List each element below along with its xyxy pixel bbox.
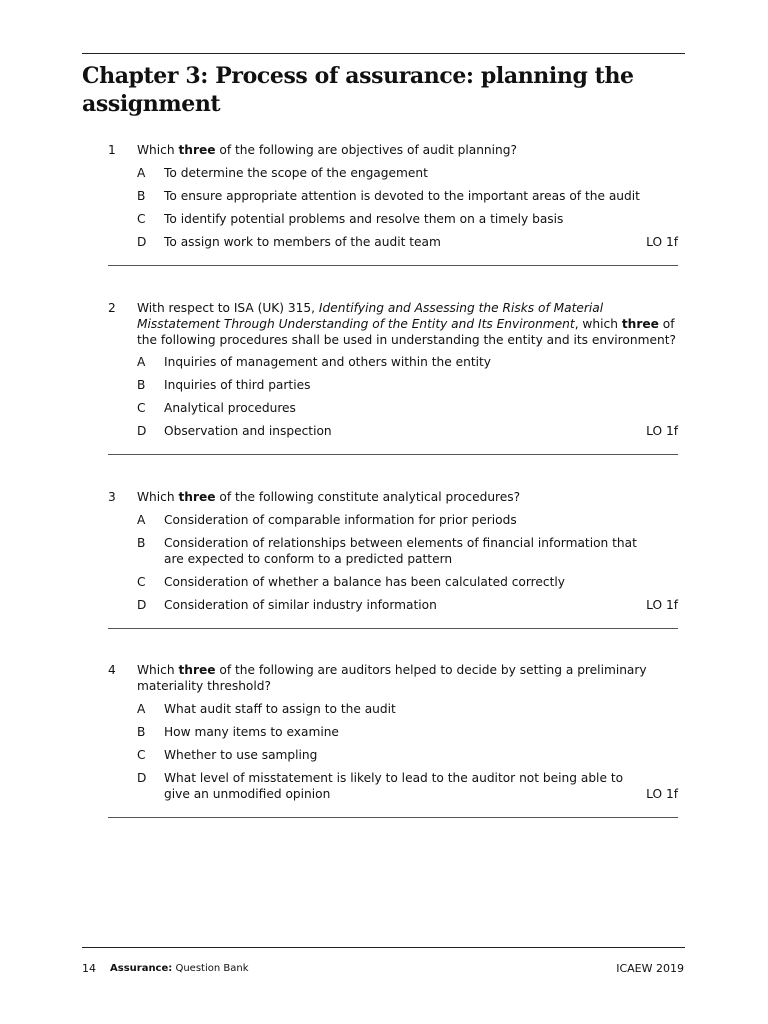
header-rule	[82, 53, 685, 54]
learning-outcome: LO 1f	[646, 598, 678, 612]
learning-outcome: LO 1f	[646, 424, 678, 438]
question-text: Which three of the following are auditors helped to decide by setting a preliminary materiality threshold?	[137, 663, 647, 693]
question-separator	[108, 265, 678, 266]
question-separator	[108, 628, 678, 629]
question-number: 4	[108, 663, 116, 677]
question-number: 1	[108, 143, 116, 157]
question-separator	[108, 454, 678, 455]
question-text: Which three of the following constitute analytical procedures?	[137, 490, 521, 504]
question-text: With respect to ISA (UK) 315, Identifying and Assessing the Risks of Material Misstatement Through Understanding of the Entity and Its Environment, which three of the following procedures shall be used in understanding the entity and its environment?	[137, 301, 676, 347]
footer-rule	[82, 947, 685, 948]
question-separator	[108, 817, 678, 818]
learning-outcome: LO 1f	[646, 787, 678, 801]
question-number: 2	[108, 301, 116, 315]
learning-outcome: LO 1f	[646, 235, 678, 249]
question-text: Which three of the following are objectives of audit planning?	[137, 143, 517, 157]
footer-publisher: ICAEW 2019	[616, 962, 684, 975]
footer-book-title: Assurance: Question Bank	[110, 963, 249, 974]
chapter-title: Chapter 3: Process of assurance: planning the assignment	[82, 63, 634, 117]
question-number: 3	[108, 490, 116, 504]
page-number: 14	[82, 962, 96, 975]
